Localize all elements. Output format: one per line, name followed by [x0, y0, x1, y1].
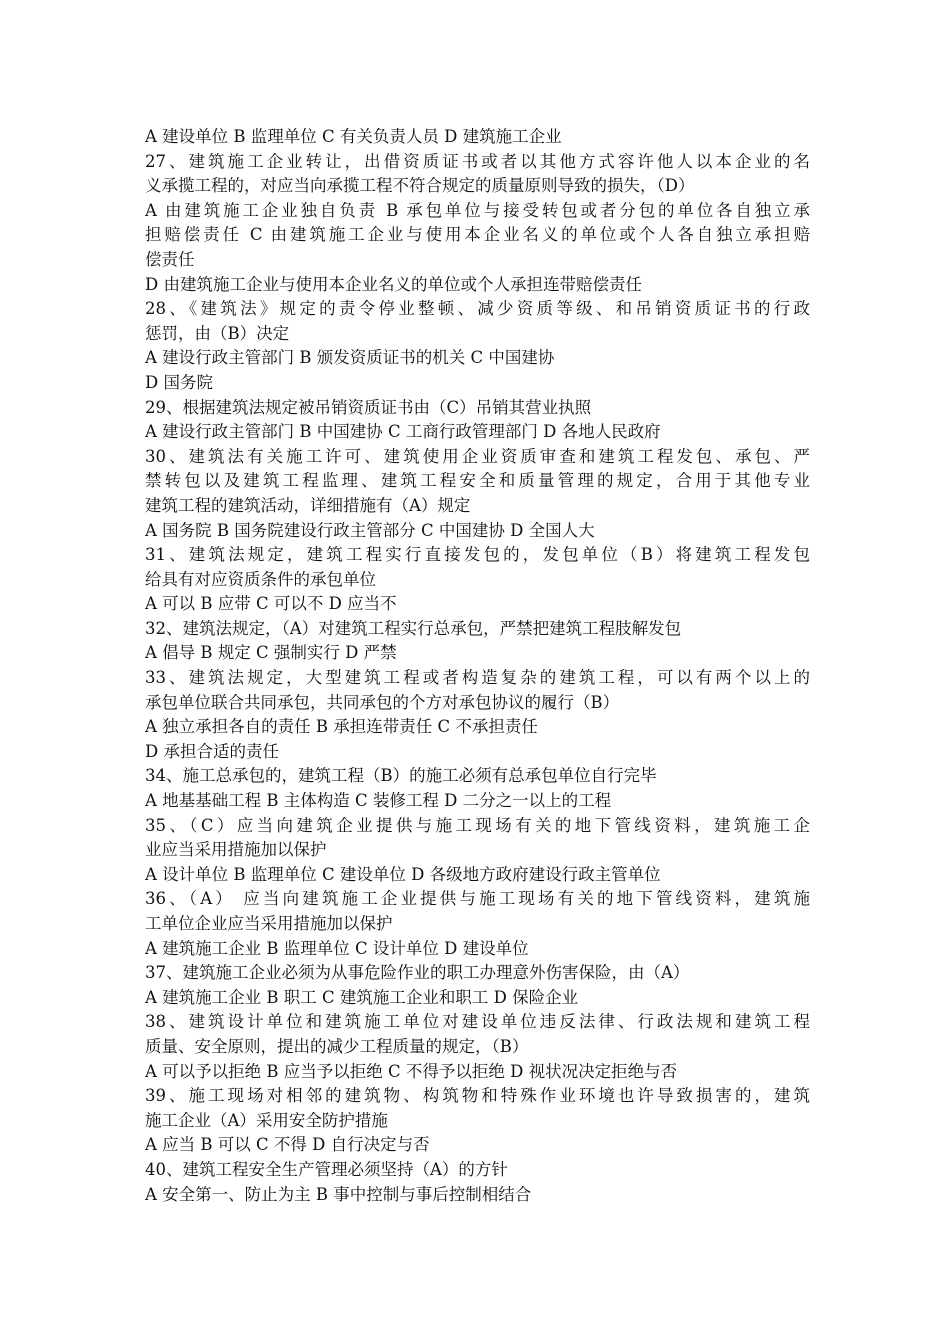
text-line: 37、建筑施工企业必须为从事危险作业的职工办理意外伤害保险，由（A）: [145, 963, 690, 983]
text-line: A 设计单位 B 监理单位 C 建设单位 D 各级地方政府建设行政主管单位: [145, 864, 661, 884]
text-line: 承包单位联合共同承包，共同承包的个方对承包协议的履行（B）: [145, 692, 620, 712]
text-line: 建筑工程的建筑活动，详细措施有（A）规定: [145, 495, 471, 515]
text-line: 31、建筑法规定，建筑工程实行直接发包的，发包单位（B）将建筑工程发包: [145, 545, 810, 565]
text-line: 禁转包以及建筑工程监理、建筑工程安全和质量管理的规定，合用于其他专业: [145, 471, 810, 491]
text-line: D 由建筑施工企业与使用本企业名义的单位或个人承担连带赔偿责任: [145, 274, 642, 294]
text-line: 34、施工总承包的，建筑工程（B）的施工必须有总承包单位自行完毕: [145, 766, 657, 786]
text-line: 30、建筑法有关施工许可、建筑使用企业资质审查和建筑工程发包、承包、严: [145, 446, 810, 466]
text-line: 32、建筑法规定，（A）对建筑工程实行总承包，严禁把建筑工程肢解发包: [145, 618, 682, 638]
text-line: 27、建筑施工企业转让，出借资质证书或者以其他方式容许他人以本企业的名: [145, 151, 810, 171]
text-line: A 应当 B 可以 C 不得 D 自行决定与否: [145, 1135, 430, 1155]
text-line: A 国务院 B 国务院建设行政主管部分 C 中国建协 D 全国人大: [145, 520, 595, 540]
text-line: 29、根据建筑法规定被吊销资质证书由（C）吊销其营业执照: [145, 397, 592, 417]
text-line: 40、建筑工程安全生产管理必须坚持（A）的方针: [145, 1159, 508, 1179]
text-line: 偿责任: [145, 249, 195, 269]
text-line: 28、《建筑法》规定的责令停业整顿、减少资质等级、和吊销资质证书的行政: [145, 299, 810, 319]
text-line: 工单位企业应当采用措施加以保护: [145, 914, 393, 933]
text-line: A 建设行政主管部门 B 中国建协 C 工商行政管理部门 D 各地人民政府: [145, 422, 661, 442]
text-line: 39、施工现场对相邻的建筑物、构筑物和特殊作业环境也许导致损害的，建筑: [145, 1086, 810, 1106]
text-line: 36、（A） 应当向建筑施工企业提供与施工现场有关的地下管线资料，建筑施: [145, 889, 810, 909]
text-line: 担赔偿责任 C 由建筑施工企业与使用本企业名义的单位或个人各自独立承担赔: [145, 225, 810, 245]
text-line: A 倡导 B 规定 C 强制实行 D 严禁: [145, 643, 397, 663]
text-line: 33、建筑法规定，大型建筑工程或者构造复杂的建筑工程，可以有两个以上的: [145, 668, 810, 688]
text-line: A 建筑施工企业 B 监理单位 C 设计单位 D 建设单位: [145, 938, 529, 958]
text-line: 38、建筑设计单位和建筑施工单位对建设单位违反法律、行政法规和建筑工程: [145, 1012, 810, 1032]
text-line: 业应当采用措施加以保护: [145, 840, 327, 860]
text-line: D 国务院: [145, 372, 213, 392]
text-line: A 安全第一、防止为主 B 事中控制与事后控制相结合: [145, 1184, 532, 1204]
text-line: A 建设行政主管部门 B 颁发资质证书的机关 C 中国建协: [145, 348, 555, 368]
text-line: D 承担合适的责任: [145, 741, 279, 761]
text-line: 质量、安全原则，提出的减少工程质量的规定，（B）: [145, 1036, 529, 1056]
text-line: 给具有对应资质条件的承包单位: [145, 569, 376, 589]
text-line: A 由建筑施工企业独自负责 B 承包单位与接受转包或者分包的单位各自独立承: [145, 200, 810, 220]
text-line: 施工企业（A）采用安全防护措施: [145, 1110, 388, 1130]
text-line: 惩罚，由（B）决定: [145, 323, 290, 343]
text-line: 义承揽工程的，对应当向承揽工程不符合规定的质量原则导致的损失，（D）: [145, 176, 695, 196]
text-line: 35、（C）应当向建筑企业提供与施工现场有关的地下管线资料，建筑施工企: [145, 815, 810, 835]
text-line: A 建筑施工企业 B 职工 C 建筑施工企业和职工 D 保险企业: [145, 987, 579, 1007]
document-page: [145, 125, 810, 1207]
text-line: A 建设单位 B 监理单位 C 有关负责人员 D 建筑施工企业: [145, 127, 562, 146]
text-line: A 可以予以拒绝 B 应当予以拒绝 C 不得予以拒绝 D 视状况决定拒绝与否: [145, 1061, 678, 1081]
text-line: A 独立承担各自的责任 B 承担连带责任 C 不承担责任: [145, 717, 538, 737]
text-line: A 可以 B 应带 C 可以不 D 应当不: [145, 594, 397, 614]
text-line: A 地基基础工程 B 主体构造 C 装修工程 D 二分之一以上的工程: [145, 791, 612, 811]
